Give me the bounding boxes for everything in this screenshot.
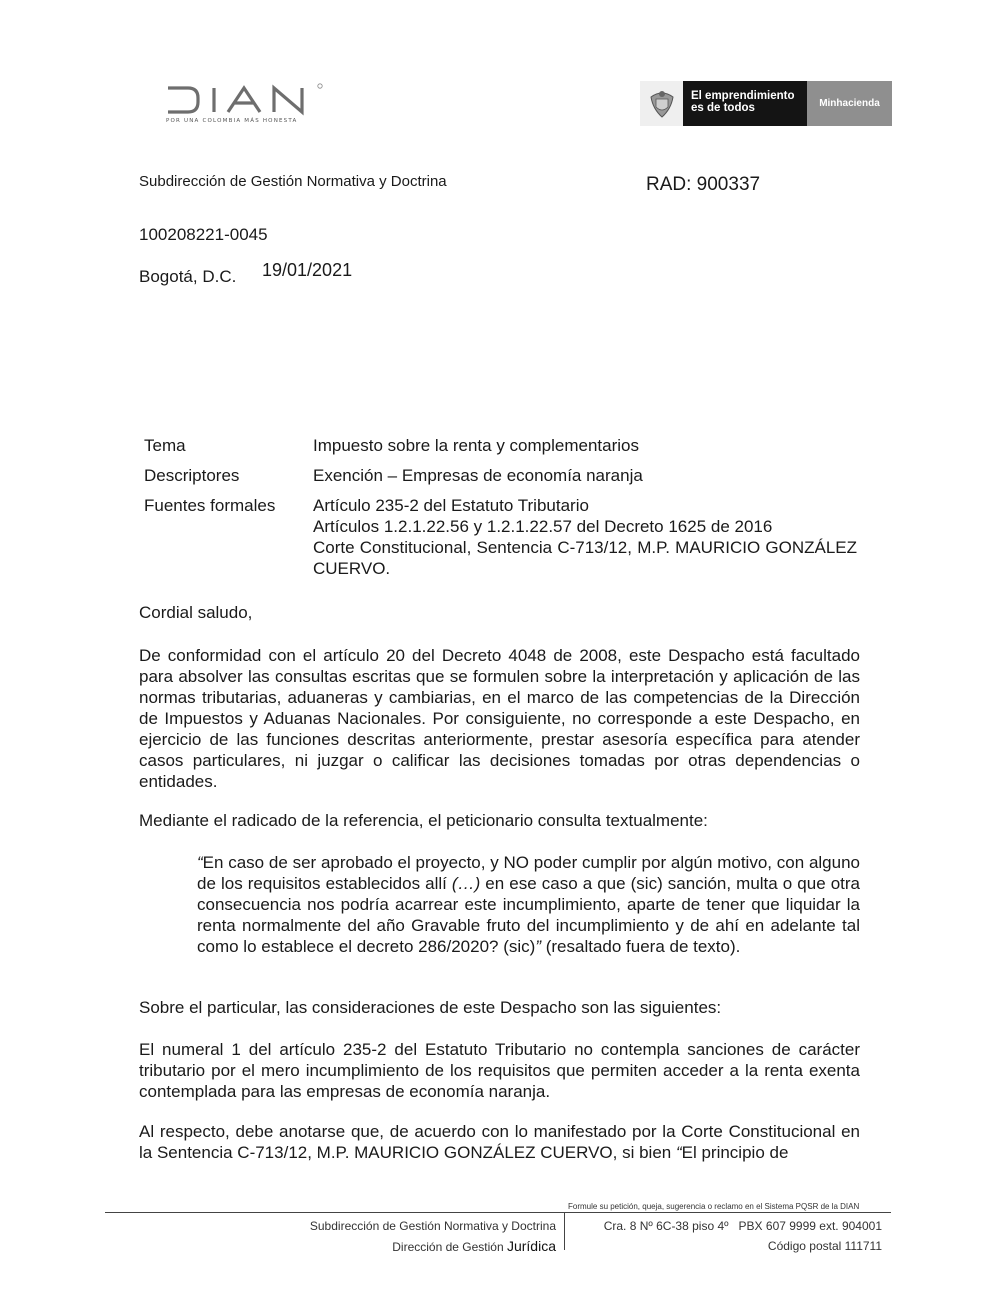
quote-ellipsis: (…) (451, 874, 481, 893)
fuentes-line-1: Artículo 235-2 del Estatuto Tributario (313, 496, 589, 515)
descriptores-row (144, 465, 857, 486)
fuentes-row (144, 495, 857, 579)
footer-vertical-divider (564, 1212, 565, 1250)
paragraph-considerations: Sobre el particular, las consideraciones de este Despacho son las siguientes: (139, 998, 722, 1017)
tema-value: Impuesto sobre la renta y complementarios (313, 436, 639, 455)
paragraph-consultation-intro: Mediante el radicado de la referencia, el peticionario consulta textualmente: (139, 811, 708, 830)
tema-label: Tema (144, 436, 186, 455)
slogan-line-2: es de todos (691, 102, 755, 114)
ministry-logo (640, 81, 892, 126)
footer-office-line-2 (200, 1236, 556, 1257)
fuentes-line-3: Corte Constitucional, Sentencia C-713/12, M.P. MAURICIO GONZÁLEZ CUERVO. (313, 538, 857, 578)
ministry-name: Minhacienda (807, 81, 892, 126)
footer-divider (105, 1212, 891, 1213)
date: 19/01/2021 (262, 260, 353, 280)
city: Bogotá, D.C. (139, 267, 237, 286)
footer-contact (574, 1216, 882, 1256)
paragraph-sanctions: El numeral 1 del artículo 235-2 del Estatuto Tributario no contempla sanciones de carácter tributario por el mero incumplimiento de los requisitos que permiten acceder a la renta exenta contemplada para las empresas de economía naranja. (139, 1040, 860, 1101)
footer-phone: PBX 607 9999 ext. 904001 (738, 1219, 882, 1233)
footer-address-line (574, 1216, 882, 1236)
footer-office (200, 1216, 556, 1257)
descriptores-value: Exención – Empresas de economía naranja (313, 466, 643, 485)
court-ruling-text: Al respecto, debe anotarse que, de acuerdo con lo manifestado por la Corte Constitucional en la Sentencia C-713/12, M.P. MAURICIO GONZÁLEZ CUERVO, si bien (139, 1122, 860, 1162)
quote-text-1: En caso de ser aprobado el proyecto, y NO poder cumplir por algún motivo, con alguno de los requisitos establecidos allí (197, 853, 860, 893)
fuentes-line-2: Artículos 1.2.1.22.56 y 1.2.1.22.57 del Decreto 1625 de 2016 (313, 517, 773, 536)
footer-office-line-1: Subdirección de Gestión Normativa y Doctrina (309, 1219, 556, 1233)
court-quote-start: El principio de (681, 1143, 789, 1162)
ministry-slogan (683, 81, 807, 126)
greeting: Cordial saludo, (139, 603, 253, 622)
office-name: Subdirección de Gestión Normativa y Doctrina (139, 173, 447, 190)
quote-tail: (resaltado fuera de texto). (540, 937, 741, 956)
paragraph-competence: De conformidad con el artículo 20 del Decreto 4048 de 2008, este Despacho está facultado para absolver las consultas escritas que se formulen sobre la interpretación y aplicación de las normas tributarias, aduaneras y cambiarias, en el marco de las competencias de la Dirección de Impuestos y Aduanas Nacionales. Por consiguiente, no corresponde a este Despacho, en ejercicio de las funciones descritas anteriormente, prestar asesoría específica para atender casos particulares, ni juzgar o calificar las decisiones tomadas por otras dependencias o entidades. (139, 646, 860, 791)
footer-address: Cra. 8 Nº 6C-38 piso 4º (603, 1219, 729, 1233)
slogan-line-1: El emprendimiento (691, 90, 795, 102)
paragraph-court-ruling (139, 1121, 860, 1163)
footer-pqsr-note: Formule su petición, queja, sugerencia o reclamo en el Sistema PQSR de la DIAN (568, 1202, 860, 1211)
quote-close-mark: ” (535, 937, 541, 956)
rad-number: RAD: 900337 (646, 174, 761, 195)
quote-open-mark: “ (197, 853, 203, 872)
dian-wordmark-icon (166, 82, 326, 116)
fuentes-value (313, 495, 857, 579)
quote-text-2: en ese caso a que (sic) sanción, multa o que otra consecuencia nos podría acarrear este incumplimiento, aparte de tener que liquidar la renta normalmente del año Gravable fruto del incumplimiento y de ahí en adelante tal como lo establece el decreto 286/2020? (sic) (197, 874, 861, 956)
footer-postal: Código postal 111711 (767, 1239, 882, 1253)
fuentes-label: Fuentes formales (144, 496, 276, 515)
subject-table (144, 435, 857, 588)
coat-of-arms-icon (640, 81, 683, 126)
dian-logo (166, 82, 326, 130)
footer-office-prefix: Dirección de Gestión (392, 1240, 507, 1254)
footer-office-bold: Jurídica (506, 1238, 556, 1254)
consultation-quote (197, 852, 860, 957)
reference-number: 100208221-0045 (139, 225, 268, 244)
tema-row (144, 435, 857, 456)
descriptores-label: Descriptores (144, 466, 240, 485)
dian-tagline: POR UNA COLOMBIA MÁS HONESTA (166, 118, 298, 124)
court-quote-mark: “ (675, 1143, 682, 1162)
